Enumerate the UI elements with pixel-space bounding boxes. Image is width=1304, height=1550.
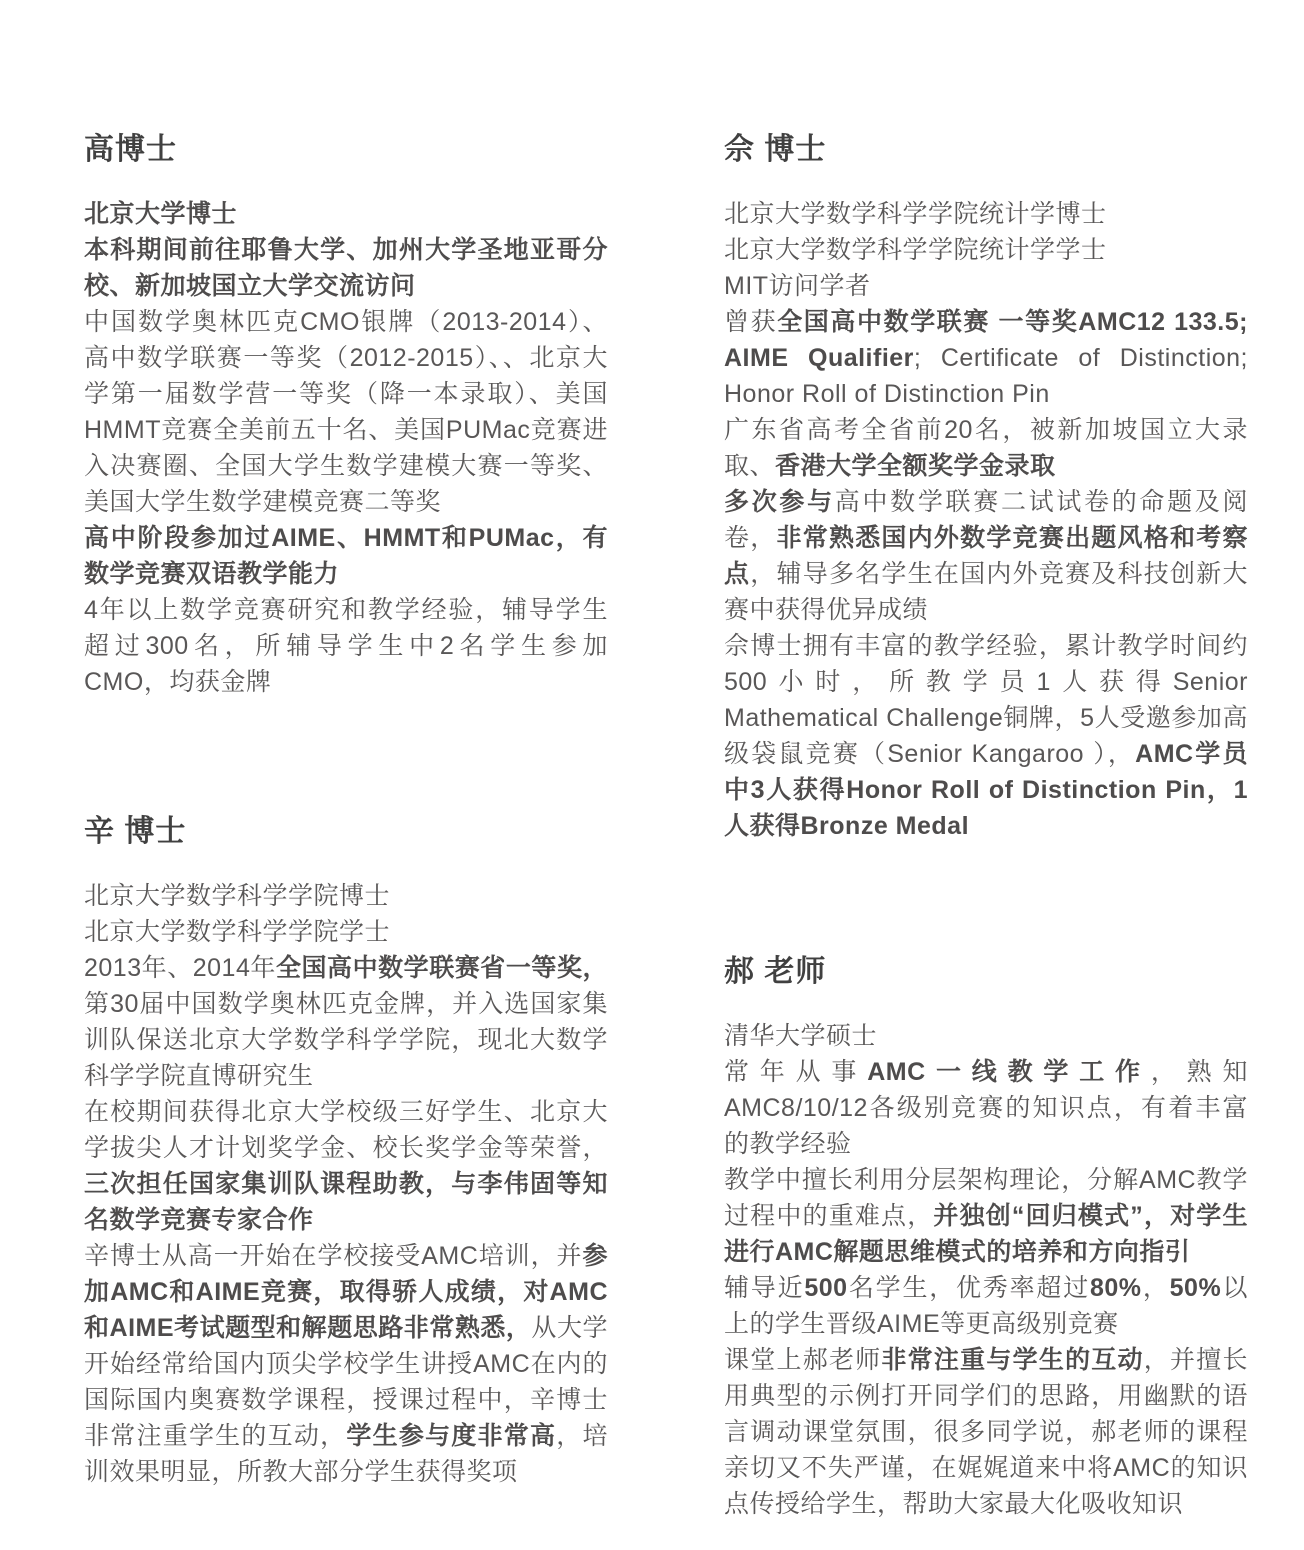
bio-body-gao-boshi: 北京大学博士 本科期间前往耶鲁大学、加州大学圣地亚哥分校、新加坡国立大学交流访问 中国数学奥林匹克CMO银牌（2013-2014）、高中数学联赛一等奖（2012-2015）、、北京大学第一届数学营一等奖（降一本录取）、美国HMMT竞赛全美前五十名、美国PUMac竞赛进入决赛圈、全国大学生数学建模大赛一等奖、美国大学生数学建模竞赛二等奖 高中阶段参加过AIME、HMMT和PUMac，有数学竞赛双语教学能力 4年以上数学竞赛研究和教学经验，辅导学生超过300名，所辅导学生中2名学生参加CMO，均获金牌 xyxy=(84,200,608,696)
bio-section-she-boshi xyxy=(724,130,1248,844)
bio-title-xin-boshi: 辛 博士 xyxy=(84,815,187,848)
bio-title-she-boshi: 佘 博士 xyxy=(724,133,827,166)
bio-section-gao-boshi xyxy=(84,130,608,700)
bio-section-hao-laoshi xyxy=(724,952,1248,1522)
bio-title-hao-laoshi: 郝 老师 xyxy=(724,955,827,988)
bio-body-hao-laoshi: 清华大学硕士 常年从事AMC一线教学工作，熟知AMC8/10/12各级别竞赛的知识点，有着丰富的教学经验 教学中擅长利用分层架构理论，分解AMC教学过程中的重难点，并独创“回归模式”，对学生进行AMC解题思维模式的培养和方向指引 辅导近500名学生，优秀率超过80%，50%以上的学生晋级AIME等更高级别竞赛 课堂上郝老师非常注重与学生的互动，并擅长用典型的示例打开同学们的思路，用幽默的语言调动课堂氛围，很多同学说，郝老师的课程亲切又不失严谨，在娓娓道来中将AMC的知识点传授给学生，帮助大家最大化吸收知识 xyxy=(724,1022,1248,1518)
bio-body-she-boshi: 北京大学数学科学学院统计学博士 北京大学数学科学学院统计学学士 MIT访问学者 曾获全国高中数学联赛 一等奖AMC12 133.5; AIME Qualifier; Certificate of Distinction; Honor Roll of Distinction Pin 广东省高考全省前20名，被新加坡国立大录取、香港大学全额奖学金录取 多次参与高中数学联赛二试试卷的命题及阅卷，非常熟悉国内外数学竞赛出题风格和考察点，辅导多名学生在国内外竞赛及科技创新大赛中获得优异成绩 佘博士拥有丰富的教学经验，累计教学时间约500小时，所教学员1人获得Senior Mathematical Challenge铜牌，5人受邀参加高级袋鼠竞赛（Senior Kangaroo ），AMC学员中3人获得Honor Roll of Distinction Pin，1人获得Bronze Medal xyxy=(724,200,1248,840)
bio-title-gao-boshi: 高博士 xyxy=(84,133,177,166)
bio-section-xin-boshi xyxy=(84,812,608,1490)
bio-body-xin-boshi: 北京大学数学科学学院博士 北京大学数学科学学院学士 2013年、2014年全国高中数学联赛省一等奖，第30届中国数学奥林匹克金牌，并入选国家集训队保送北京大学数学科学学院，现北大数学科学学院直博研究生 在校期间获得北京大学校级三好学生、北京大学拔尖人才计划奖学金、校长奖学金等荣誉，三次担任国家集训队课程助教，与李伟固等知名数学竞赛专家合作 辛博士从高一开始在学校接受AMC培训，并参加AMC和AIME竞赛，取得骄人成绩，对AMC和AIME考试题型和解题思路非常熟悉，从大学开始经常给国内顶尖学校学生讲授AMC在内的国际国内奥赛数学课程，授课过程中，辛博士非常注重学生的互动，学生参与度非常高，培训效果明显，所教大部分学生获得奖项 xyxy=(84,882,608,1486)
